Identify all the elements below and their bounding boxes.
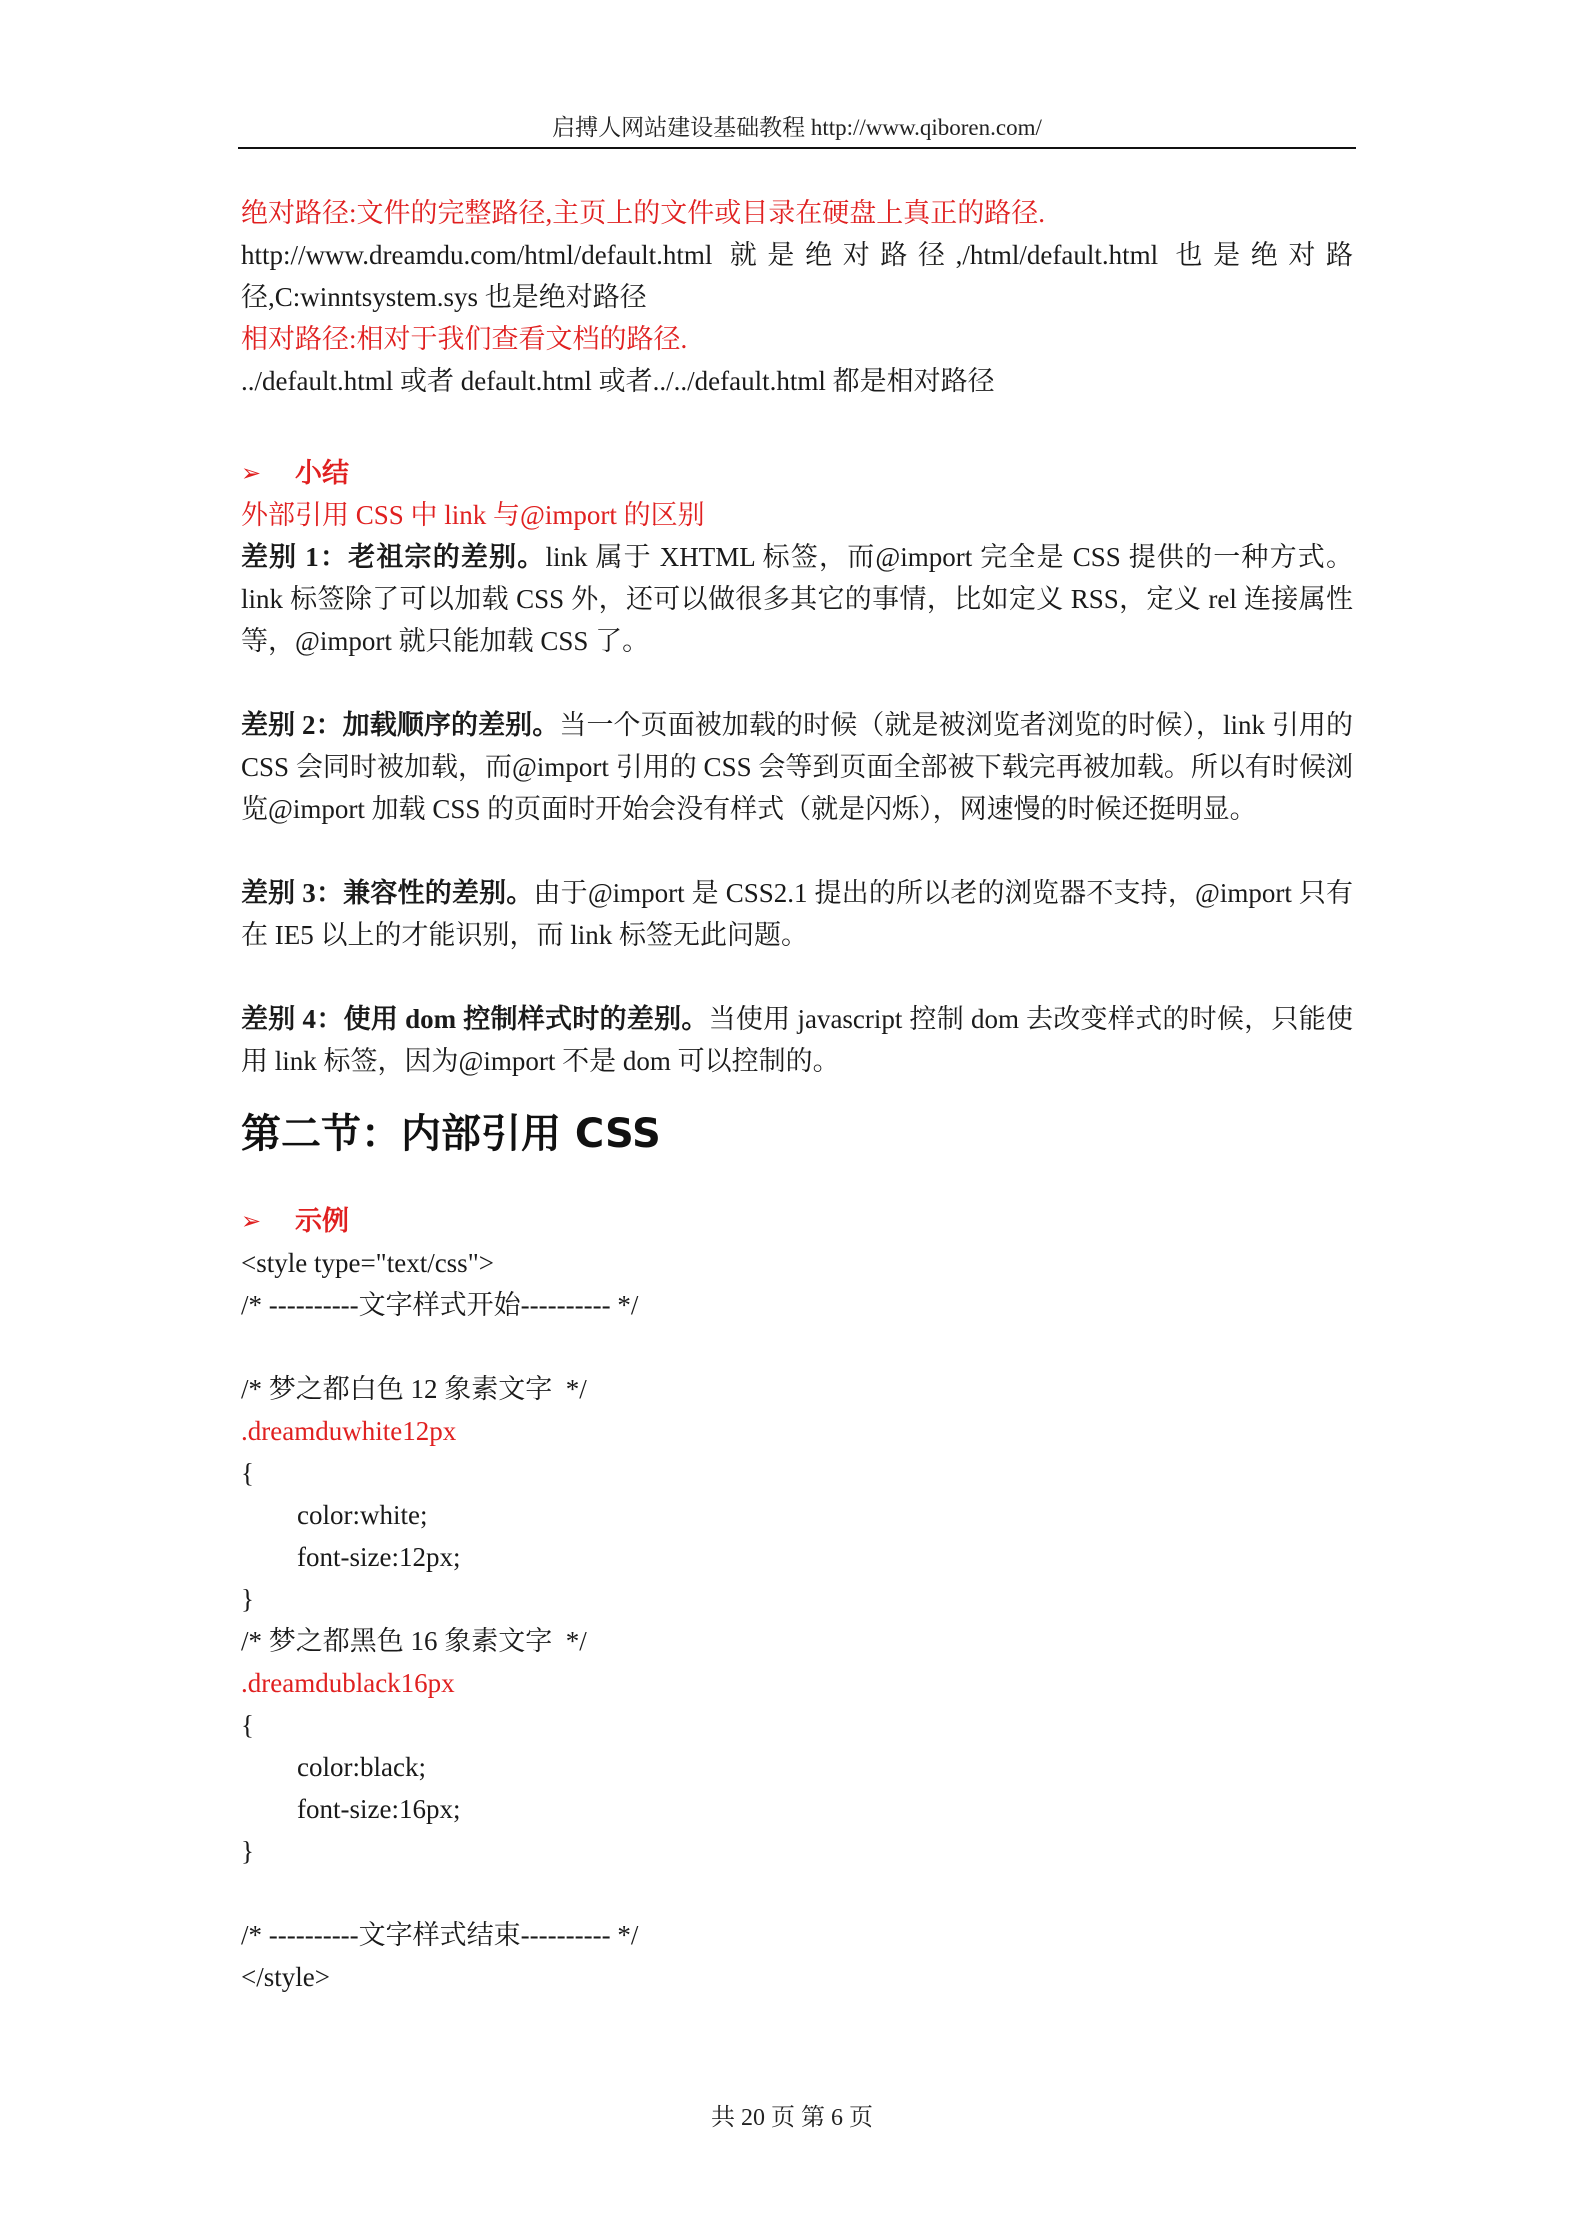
example-heading-label: 示例 <box>295 1206 349 1236</box>
diff-4 <box>241 998 1353 1082</box>
diff-2-title: 差别 2：加载顺序的差别。 <box>241 710 560 740</box>
code-brace-close: } <box>241 1836 254 1866</box>
code-brace-open: { <box>241 1710 254 1740</box>
diff-3 <box>241 872 1353 956</box>
diff-4-text: 当使用 javascript 控制 dom 去改变样式的时候，只能使用 link 标签，因为@import 不是 dom 可以控制的。 <box>241 1004 1353 1076</box>
diff-1 <box>241 536 1353 662</box>
arrow-right-icon: ➢ <box>241 1207 262 1235</box>
code-brace-open: { <box>241 1458 254 1488</box>
absolute-path-definition: 绝对路径:文件的完整路径,主页上的文件或目录在硬盘上真正的路径. <box>241 198 1046 228</box>
example-heading <box>241 1200 1353 1242</box>
code-comment-start: /* ----------文字样式开始---------- */ <box>241 1290 639 1320</box>
header-rule <box>238 147 1356 149</box>
code-style-open: <style type="text/css"> <box>241 1248 494 1278</box>
diff-3-title: 差别 3：兼容性的差别。 <box>241 878 534 908</box>
code-black-color: color:black; <box>297 1752 426 1782</box>
diff-3-text: 由于@import 是 CSS2.1 提出的所以老的浏览器不支持，@import 只有在 IE5 以上的才能识别，而 link 标签无此问题。 <box>241 878 1353 950</box>
summary-subtitle: 外部引用 CSS 中 link 与@import 的区别 <box>241 500 705 530</box>
code-class-white: .dreamduwhite12px <box>241 1416 457 1446</box>
code-white-size: font-size:12px; <box>297 1542 461 1572</box>
diff-4-title: 差别 4：使用 dom 控制样式时的差别。 <box>241 1004 709 1034</box>
code-comment-end: /* ----------文字样式结束---------- */ <box>241 1920 639 1950</box>
absolute-path-example-line1: http://www.dreamdu.com/html/default.html 就是绝对路径,/html/default.html 也是绝对路 <box>241 240 1353 270</box>
code-blank <box>241 1872 1353 1914</box>
code-comment-white: /* 梦之都白色 12 象素文字 */ <box>241 1374 587 1404</box>
relative-path-example: ../default.html 或者 default.html 或者../../default.html 都是相对路径 <box>241 366 995 396</box>
arrow-right-icon: ➢ <box>241 459 262 487</box>
page-footer: 共 20 页 第 6 页 <box>711 2105 873 2131</box>
section-title: 第二节：内部引用 CSS <box>241 1111 661 1157</box>
code-class-black: .dreamdublack16px <box>241 1668 455 1698</box>
code-comment-black: /* 梦之都黑色 16 象素文字 */ <box>241 1626 587 1656</box>
diff-2 <box>241 704 1353 830</box>
summary-heading <box>241 452 1353 494</box>
diff-1-title: 差别 1：老祖宗的差别。 <box>241 542 546 572</box>
diff-1-text: link 属于 XHTML 标签，而@import 完全是 CSS 提供的一种方式。link 标签除了可以加载 CSS 外，还可以做很多其它的事情，比如定义 RSS，定义 rel 连接属性等，@import 就只能加载 CSS 了。 <box>241 542 1353 656</box>
document-body <box>241 192 1353 1998</box>
code-style-close: </style> <box>241 1962 330 1992</box>
page-header: 启搏人网站建设基础教程 http://www.qiboren.com/ <box>552 115 1042 140</box>
code-brace-close: } <box>241 1584 254 1614</box>
code-block <box>241 1242 1353 1998</box>
code-black-size: font-size:16px; <box>297 1794 461 1824</box>
code-white-color: color:white; <box>297 1500 428 1530</box>
relative-path-definition: 相对路径:相对于我们查看文档的路径. <box>241 324 688 354</box>
summary-heading-label: 小结 <box>295 458 349 488</box>
code-blank <box>241 1326 1353 1368</box>
diff-2-text: 当一个页面被加载的时候（就是被浏览者浏览的时候），link 引用的 CSS 会同时被加载，而@import 引用的 CSS 会等到页面全部被下载完再被加载。所以有时候浏览@import 加载 CSS 的页面时开始会没有样式（就是闪烁），网速慢的时候还挺明显。 <box>241 710 1353 824</box>
absolute-path-example-line2: 径,C:winntsystem.sys 也是绝对路径 <box>241 282 647 312</box>
